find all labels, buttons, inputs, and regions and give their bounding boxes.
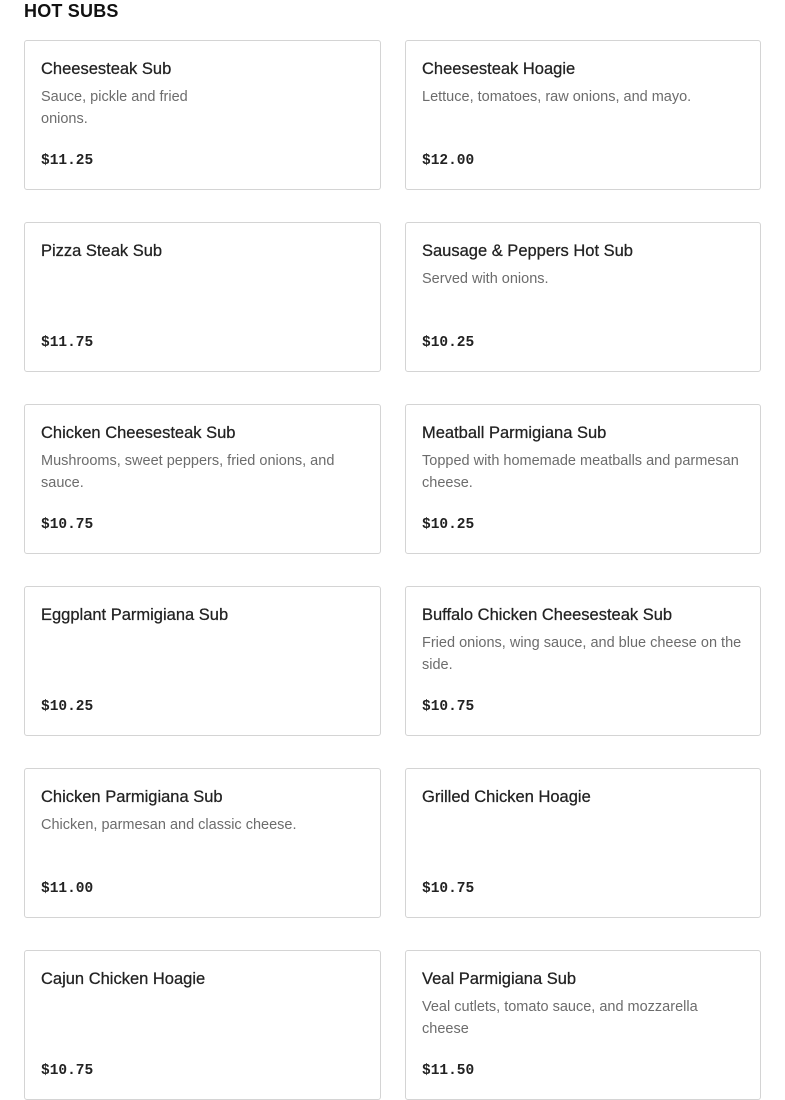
menu-item-price: $10.25 [41,699,94,715]
menu-item-name: Pizza Steak Sub [41,242,163,260]
menu-item-name: Eggplant Parmigiana Sub [41,606,229,624]
menu-item-card[interactable] [405,950,761,1100]
menu-item-name: Buffalo Chicken Cheesesteak Sub [422,606,673,624]
menu-item-description: Topped with homemade meatballs and parmesan cheese. [422,453,739,491]
menu-item-name: Sausage & Peppers Hot Sub [422,242,633,260]
menu-item-price: $10.75 [41,1063,94,1079]
menu-item-card[interactable] [405,40,761,190]
menu-item-price: $12.00 [422,153,475,169]
menu-item-name: Meatball Parmigiana Sub [422,424,607,442]
menu-item-grid [24,40,761,1100]
menu-item-description: Fried onions, wing sauce, and blue cheese on the side. [422,635,742,673]
menu-item-card[interactable] [24,586,381,736]
menu-item-description: Sauce, pickle and fried onions. [41,89,188,127]
menu-item-price: $11.75 [41,335,94,351]
menu-item-name: Grilled Chicken Hoagie [422,788,591,806]
menu-item-name: Cheesesteak Sub [41,60,172,78]
menu-item-card[interactable] [405,404,761,554]
menu-item-name: Veal Parmigiana Sub [422,970,577,988]
menu-item-name: Cajun Chicken Hoagie [41,970,206,988]
menu-item-card[interactable] [405,586,761,736]
section-title: HOT SUBS [24,1,119,21]
menu-item-price: $10.75 [422,699,475,715]
menu-item-card[interactable] [24,404,381,554]
menu-item-price: $10.25 [422,335,475,351]
menu-item-price: $10.75 [422,881,475,897]
menu-item-card[interactable] [24,768,381,918]
menu-item-price: $10.75 [41,517,94,533]
menu-item-description: Veal cutlets, tomato sauce, and mozzarella cheese [422,999,698,1037]
menu-item-card[interactable] [24,222,381,372]
menu-item-card[interactable] [405,768,761,918]
menu-item-description: Mushrooms, sweet peppers, fried onions, and sauce. [41,453,335,491]
menu-item-price: $11.00 [41,881,94,897]
menu-item-price: $10.25 [422,517,475,533]
menu-item-card[interactable] [24,40,381,190]
menu-item-price: $11.25 [41,153,94,169]
menu-item-name: Chicken Parmigiana Sub [41,788,223,806]
menu-item-description: Lettuce, tomatoes, raw onions, and mayo. [422,89,692,105]
menu-item-price: $11.50 [422,1063,475,1079]
menu-item-description: Chicken, parmesan and classic cheese. [41,817,297,833]
menu-item-card[interactable] [405,222,761,372]
menu-item-name: Chicken Cheesesteak Sub [41,424,236,442]
menu-item-card[interactable] [24,950,381,1100]
menu-item-name: Cheesesteak Hoagie [422,60,576,78]
menu-item-description: Served with onions. [422,271,549,287]
